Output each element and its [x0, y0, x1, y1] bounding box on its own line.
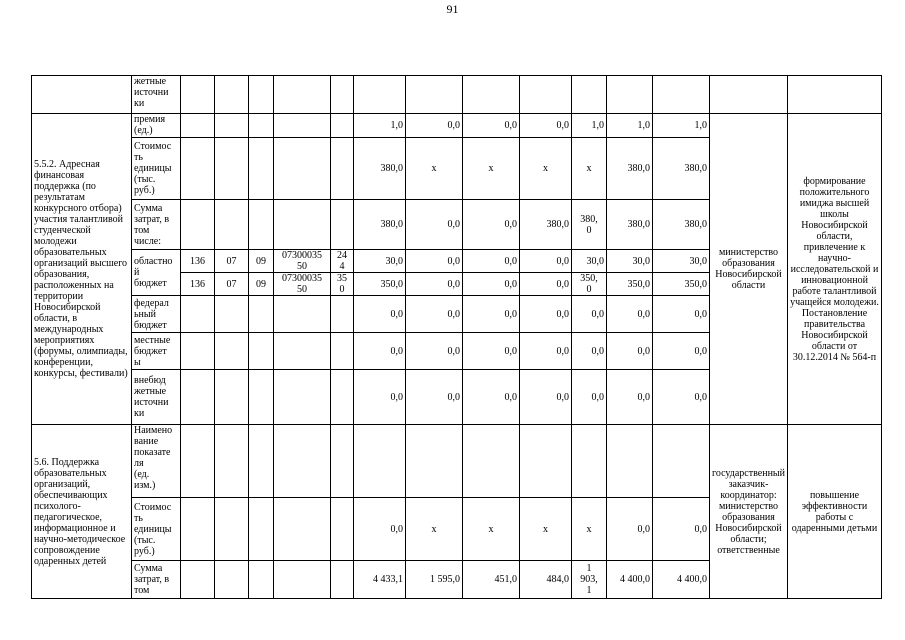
value-cell: 30,0: [607, 250, 653, 273]
value-cell: x: [463, 138, 520, 200]
csr-cell: [274, 200, 331, 250]
vr-cell: 35 0: [331, 273, 354, 296]
empty-cell: [463, 76, 520, 114]
table-row: [32, 114, 882, 138]
result-cell: формирование положительного имиджа высшей школы Новосибирской области, привлечение к научно-исследовательской и инновационной работе талантливой учащейся молодежи. Постановление правительства Новосибирской области от 30.12.2014 № 564-п: [788, 114, 882, 425]
value-cell: 0,0: [406, 273, 463, 296]
grbs-cell: [181, 138, 215, 200]
rz-cell: [215, 114, 249, 138]
value-cell: 0,0: [406, 200, 463, 250]
empty-cell: [249, 76, 274, 114]
indicator-label: федерал ьный бюджет: [132, 296, 181, 333]
value-cell: 0,0: [406, 333, 463, 370]
executor-cell: государственный заказчик-координатор: министерство образования Новосибирской области; ответственные: [710, 425, 788, 599]
value-cell: 380, 0: [572, 200, 607, 250]
executor-cell: министерство образования Новосибирской области: [710, 114, 788, 425]
table-row: [32, 76, 882, 114]
value-cell: 0,0: [520, 333, 572, 370]
value-cell: 350,0: [653, 273, 710, 296]
value-cell: 0,0: [463, 200, 520, 250]
csr-cell: 07300035 50: [274, 273, 331, 296]
value-cell: [463, 425, 520, 498]
value-cell: 380,0: [653, 138, 710, 200]
value-cell: 0,0: [406, 296, 463, 333]
rz-cell: [215, 296, 249, 333]
empty-cell: [572, 76, 607, 114]
value-cell: [607, 425, 653, 498]
value-cell: 380,0: [607, 200, 653, 250]
vr-cell: [331, 370, 354, 425]
vr-cell: [331, 200, 354, 250]
value-cell: 0,0: [520, 114, 572, 138]
csr-cell: [274, 425, 331, 498]
pr-cell: [249, 425, 274, 498]
empty-cell: [788, 76, 882, 114]
table-row: [32, 425, 882, 498]
value-cell: 0,0: [463, 296, 520, 333]
csr-cell: [274, 296, 331, 333]
vr-cell: [331, 425, 354, 498]
value-cell: 380,0: [607, 138, 653, 200]
value-cell: 0,0: [463, 333, 520, 370]
empty-cell: [274, 76, 331, 114]
value-cell: 350, 0: [572, 273, 607, 296]
value-cell: 0,0: [463, 250, 520, 273]
value-cell: 484,0: [520, 561, 572, 599]
value-cell: 1 903, 1: [572, 561, 607, 599]
empty-cell: [354, 76, 406, 114]
empty-cell: [406, 76, 463, 114]
vr-cell: [331, 333, 354, 370]
grbs-cell: [181, 333, 215, 370]
value-cell: 1 595,0: [406, 561, 463, 599]
indicator-label: внебюд жетные источни ки: [132, 370, 181, 425]
value-cell: 0,0: [653, 296, 710, 333]
indicator-label: Наимено вание показате ля (ед. изм.): [132, 425, 181, 498]
value-cell: 30,0: [653, 250, 710, 273]
value-cell: 0,0: [354, 498, 406, 561]
rz-cell: [215, 561, 249, 599]
value-cell: 1,0: [607, 114, 653, 138]
vr-cell: [331, 114, 354, 138]
rz-cell: [215, 425, 249, 498]
value-cell: 380,0: [653, 200, 710, 250]
rz-cell: [215, 498, 249, 561]
value-cell: x: [463, 498, 520, 561]
source-cell: жетные источни ки: [132, 76, 181, 114]
value-cell: 1,0: [354, 114, 406, 138]
value-cell: 0,0: [520, 296, 572, 333]
value-cell: 0,0: [653, 333, 710, 370]
value-cell: 0,0: [406, 250, 463, 273]
value-cell: 0,0: [520, 273, 572, 296]
grbs-cell: [181, 114, 215, 138]
value-cell: 1,0: [572, 114, 607, 138]
value-cell: 0,0: [354, 333, 406, 370]
pr-cell: [249, 333, 274, 370]
value-cell: x: [406, 498, 463, 561]
csr-cell: [274, 370, 331, 425]
value-cell: 0,0: [607, 498, 653, 561]
value-cell: 0,0: [463, 273, 520, 296]
rz-cell: [215, 370, 249, 425]
empty-cell: [710, 76, 788, 114]
grbs-cell: 136: [181, 273, 215, 296]
pr-cell: [249, 296, 274, 333]
value-cell: 1,0: [653, 114, 710, 138]
value-cell: 4 433,1: [354, 561, 406, 599]
value-cell: 0,0: [463, 114, 520, 138]
rz-cell: [215, 138, 249, 200]
value-cell: 380,0: [520, 200, 572, 250]
task-cell: [32, 76, 132, 114]
csr-cell: [274, 333, 331, 370]
pr-cell: [249, 200, 274, 250]
grbs-cell: [181, 498, 215, 561]
value-cell: [354, 425, 406, 498]
value-cell: x: [572, 138, 607, 200]
pr-cell: [249, 498, 274, 561]
value-cell: x: [520, 138, 572, 200]
value-cell: 0,0: [607, 333, 653, 370]
value-cell: 0,0: [520, 370, 572, 425]
value-cell: 0,0: [354, 296, 406, 333]
pr-cell: [249, 114, 274, 138]
indicator-label: Стоимос ть единицы (тыс. руб.): [132, 498, 181, 561]
value-cell: 350,0: [354, 273, 406, 296]
value-cell: 0,0: [354, 370, 406, 425]
value-cell: 380,0: [354, 200, 406, 250]
value-cell: [406, 425, 463, 498]
rz-cell: [215, 200, 249, 250]
value-cell: x: [572, 498, 607, 561]
vr-cell: [331, 561, 354, 599]
grbs-cell: 136: [181, 250, 215, 273]
value-cell: 30,0: [572, 250, 607, 273]
indicator-label: Стоимос ть единицы (тыс. руб.): [132, 138, 181, 200]
value-cell: 0,0: [572, 296, 607, 333]
pr-cell: [249, 138, 274, 200]
empty-cell: [607, 76, 653, 114]
value-cell: 0,0: [607, 296, 653, 333]
indicator-label: Сумма затрат, в том: [132, 561, 181, 599]
value-cell: [520, 425, 572, 498]
task-cell: 5.5.2. Адресная финансовая поддержка (по результатам конкурсного отбора) участия талантливой студенческой молодежи образовательных организаций высшего образования, расположенных на территории Новосибирской области, в международных мероприятиях (форумы, олимпиады, конференции, конкурсы, фестивали): [32, 114, 132, 425]
value-cell: 0,0: [406, 114, 463, 138]
value-cell: x: [520, 498, 572, 561]
grbs-cell: [181, 200, 215, 250]
indicator-label: областно й бюджет: [132, 250, 181, 296]
empty-cell: [653, 76, 710, 114]
rz-cell: [215, 333, 249, 370]
value-cell: 0,0: [572, 370, 607, 425]
task-cell: 5.6. Поддержка образовательных организаций, обеспечивающих психолого-педагогическое, информационное и научно-методическое сопровождение одаренных детей: [32, 425, 132, 599]
grbs-cell: [181, 370, 215, 425]
csr-cell: [274, 561, 331, 599]
value-cell: [653, 425, 710, 498]
value-cell: 0,0: [406, 370, 463, 425]
value-cell: 350,0: [607, 273, 653, 296]
value-cell: 0,0: [463, 370, 520, 425]
value-cell: 451,0: [463, 561, 520, 599]
indicator-label: местные бюджет ы: [132, 333, 181, 370]
pr-cell: 09: [249, 273, 274, 296]
pr-cell: [249, 561, 274, 599]
value-cell: 0,0: [520, 250, 572, 273]
value-cell: 4 400,0: [607, 561, 653, 599]
result-cell: повышение эффективности работы с одаренными детьми: [788, 425, 882, 599]
csr-cell: 07300035 50: [274, 250, 331, 273]
vr-cell: [331, 138, 354, 200]
grbs-cell: [181, 561, 215, 599]
pr-cell: [249, 370, 274, 425]
empty-cell: [331, 76, 354, 114]
indicator-label: Сумма затрат, в том числе:: [132, 200, 181, 250]
csr-cell: [274, 114, 331, 138]
program-table: [31, 75, 882, 599]
grbs-cell: [181, 425, 215, 498]
grbs-cell: [181, 296, 215, 333]
csr-cell: [274, 138, 331, 200]
rz-cell: 07: [215, 273, 249, 296]
vr-cell: 24 4: [331, 250, 354, 273]
indicator-label: премия (ед.): [132, 114, 181, 138]
empty-cell: [181, 76, 215, 114]
value-cell: x: [406, 138, 463, 200]
pr-cell: 09: [249, 250, 274, 273]
value-cell: 0,0: [653, 370, 710, 425]
vr-cell: [331, 498, 354, 561]
value-cell: 4 400,0: [653, 561, 710, 599]
value-cell: [572, 425, 607, 498]
value-cell: 0,0: [572, 333, 607, 370]
value-cell: 0,0: [607, 370, 653, 425]
rz-cell: 07: [215, 250, 249, 273]
csr-cell: [274, 498, 331, 561]
empty-cell: [520, 76, 572, 114]
value-cell: 0,0: [653, 498, 710, 561]
empty-cell: [215, 76, 249, 114]
value-cell: 30,0: [354, 250, 406, 273]
value-cell: 380,0: [354, 138, 406, 200]
vr-cell: [331, 296, 354, 333]
page-number: 91: [446, 2, 459, 16]
